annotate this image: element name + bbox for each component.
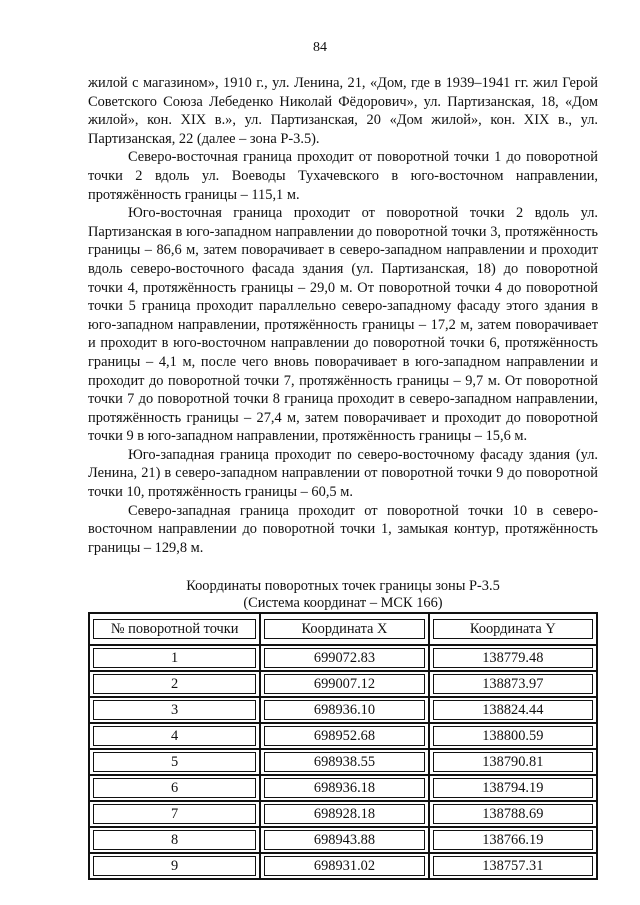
table-header-row [89,613,597,645]
cell-point-number: 9 [93,856,256,876]
table-cell [429,671,597,697]
table-row [89,697,597,723]
table-cell [89,697,260,723]
table-cell [260,671,428,697]
header-coord-x: Координата X [264,619,424,640]
cell-point-number: 3 [93,700,256,720]
table-cell [89,723,260,749]
table-cell [89,775,260,801]
table-caption-title: Координаты поворотных точек границы зоны Р-3.5 [186,578,500,594]
table-cell [89,827,260,853]
table-cell [260,801,428,827]
table-cell [260,853,428,879]
cell-point-number: 8 [93,830,256,850]
table-cell [429,801,597,827]
table-cell [89,853,260,879]
table-cell [429,749,597,775]
paragraph-continuation: жилой с магазином», 1910 г., ул. Ленина, 21, «Дом, где в 1939–1941 гг. жил Герой Советского Союза Лебеденко Николай Фёдорович», ул. Партизанская, 18, «Дом жилой», кон. XIX в.», ул. Партизанская, 20 «Дом жилой», кон. XIX в., ул. Партизанская, 22 (далее – зона Р-3.5). [88,75,598,147]
paragraph-southwest-border: Юго-западная граница проходит по северо-восточному фасаду здания (ул. Ленина, 21) в северо-западном направлении от поворотной точки 9 до поворотной точки 10, протяжённость границы – 60,5 м. [88,446,598,501]
header-cell [429,613,597,645]
table-cell [260,749,428,775]
table-row [89,749,597,775]
table-row [89,671,597,697]
cell-coord-x: 698936.18 [264,778,424,798]
table-cell [429,853,597,879]
paragraph-northeast-border: Северо-восточная граница проходит от поворотной точки 1 до поворотной точки 2 вдоль ул. Воеводы Тухачевского в юго-восточном направлении, протяжённость границы – 115,1 м. [88,149,598,203]
table-cell [260,827,428,853]
cell-coord-x: 698943.88 [264,830,424,850]
cell-coord-y: 138757.31 [433,856,593,876]
page-number: 84 [313,40,327,55]
table-cell [429,645,597,671]
table-cell [260,775,428,801]
paragraph-southeast-border: Юго-восточная граница проходит от поворотной точки 2 вдоль ул. Партизанская в юго-западном направлении до поворотной точки 3, протяжённость границы – 86,6 м, затем поворачивает в северо-западном направлении и проходит вдоль северо-восточного фасада здания (ул. Партизанская, 18) до поворотной точки 4, протяжённость границы – 29,0 м. От поворотной точки 4 до поворотной точки 5 граница проходит параллельно северо-западному фасаду этого здания в юго-западном направлении, протяжённость границы – 17,2 м, затем поворачивает и проходит в юго-восточном направлении до поворотной точки 6, протяжённость границы – 4,1 м, после чего вновь поворачивает в юго-западном направлении и проходит до поворотной точки 7, протяжённость границы – 9,7 м. От поворотной точки 7 до поворотной точки 8 граница проходит в северо-западном направлении, протяжённость границы – 27,4 м, затем поворачивает и проходит до поворотной точки 9 в юго-западном направлении, протяжённость границы – 15,6 м. [88,205,598,445]
header-coord-y: Координата Y [433,619,593,640]
cell-point-number: 4 [93,726,256,746]
table-row [89,827,597,853]
table-row [89,723,597,749]
cell-point-number: 5 [93,752,256,772]
table-cell [260,645,428,671]
table-cell [89,801,260,827]
cell-point-number: 6 [93,778,256,798]
cell-coord-x: 698936.10 [264,700,424,720]
cell-coord-x: 698928.18 [264,804,424,824]
body-text [88,74,598,557]
cell-coord-x: 698938.55 [264,752,424,772]
cell-coord-y: 138766.19 [433,830,593,850]
cell-coord-x: 699007.12 [264,674,424,694]
header-cell [89,613,260,645]
cell-coord-y: 138873.97 [433,674,593,694]
cell-coord-y: 138794.19 [433,778,593,798]
table-row [89,853,597,879]
table-body [89,645,597,879]
table-caption-system: (Система координат – МСК 166) [243,595,443,611]
table-cell [89,749,260,775]
table-row [89,775,597,801]
table-cell [89,671,260,697]
cell-point-number: 7 [93,804,256,824]
table-row [89,801,597,827]
cell-coord-y: 138779.48 [433,648,593,668]
table-cell [429,827,597,853]
table-cell [89,645,260,671]
cell-coord-y: 138788.69 [433,804,593,824]
table-cell [429,697,597,723]
table-cell [429,775,597,801]
table-cell [260,697,428,723]
coordinates-table [88,612,598,880]
header-cell [260,613,428,645]
table-cell [260,723,428,749]
cell-coord-x: 699072.83 [264,648,424,668]
cell-coord-y: 138824.44 [433,700,593,720]
cell-point-number: 1 [93,648,256,668]
paragraph-northwest-border: Северо-западная граница проходит от поворотной точки 10 в северо-восточном направлении до поворотной точки 1, замыкая контур, протяжённость границы – 129,8 м. [88,502,598,556]
table-cell [429,723,597,749]
table-row [89,645,597,671]
cell-coord-x: 698931.02 [264,856,424,876]
cell-point-number: 2 [93,674,256,694]
header-point-number: № поворотной точки [93,619,256,640]
cell-coord-x: 698952.68 [264,726,424,746]
cell-coord-y: 138800.59 [433,726,593,746]
cell-coord-y: 138790.81 [433,752,593,772]
